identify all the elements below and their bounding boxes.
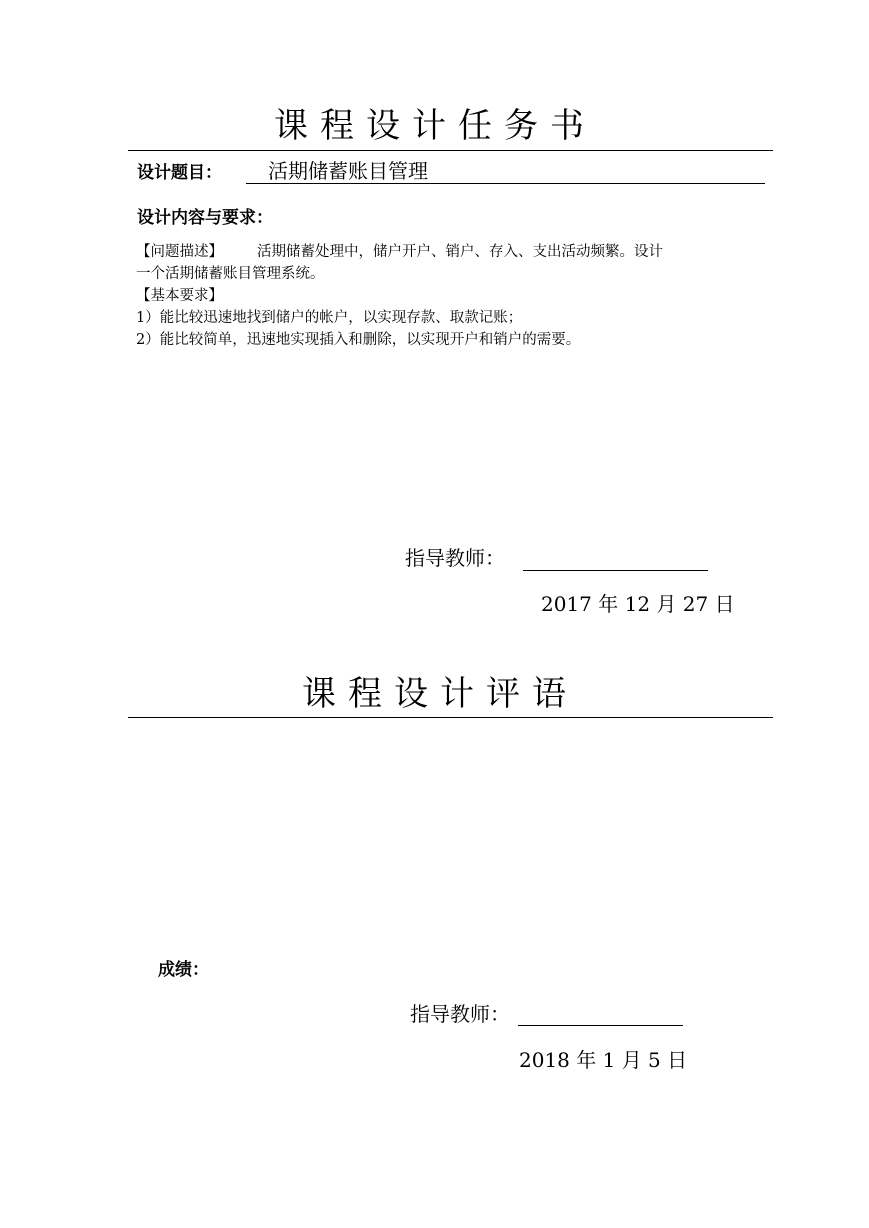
task-advisor-label: 指导教师： <box>405 546 505 570</box>
topic-underline <box>246 183 765 184</box>
problem-text-1: 活期储蓄处理中，储户开户、销户、存入、支出活动频繁。设计 <box>257 244 663 260</box>
task-advisor-signature-line <box>523 570 708 571</box>
evaluation-advisor-label: 指导教师： <box>410 1002 510 1026</box>
task-book-title-rule <box>128 150 773 151</box>
topic-value: 活期储蓄账目管理 <box>268 159 428 183</box>
task-book-title: 课程设计任务书 <box>274 106 596 146</box>
problem-tag: 【问题描述】 <box>136 244 223 260</box>
evaluation-title: 课程设计评语 <box>302 674 578 714</box>
task-date: 2017 年 12 月 27 日 <box>541 592 735 616</box>
requirement-item: 1）能比较迅速地找到储户的帐户，以实现存款、取款记账； <box>136 310 523 326</box>
evaluation-title-rule <box>128 717 773 718</box>
problem-description <box>136 241 663 351</box>
content-label: 设计内容与要求： <box>137 208 273 228</box>
evaluation-date: 2018 年 1 月 5 日 <box>519 1048 688 1072</box>
requirement-item: 2）能比较简单，迅速地实现插入和删除，以实现开户和销户的需要。 <box>136 332 581 348</box>
topic-label: 设计题目： <box>137 163 222 183</box>
problem-text-2: 一个活期储蓄账目管理系统。 <box>136 266 325 282</box>
evaluation-advisor-signature-line <box>518 1025 683 1026</box>
problem-line-1 <box>136 241 663 263</box>
requirements-tag: 【基本要求】 <box>136 288 223 304</box>
grade-label: 成绩： <box>158 960 209 980</box>
